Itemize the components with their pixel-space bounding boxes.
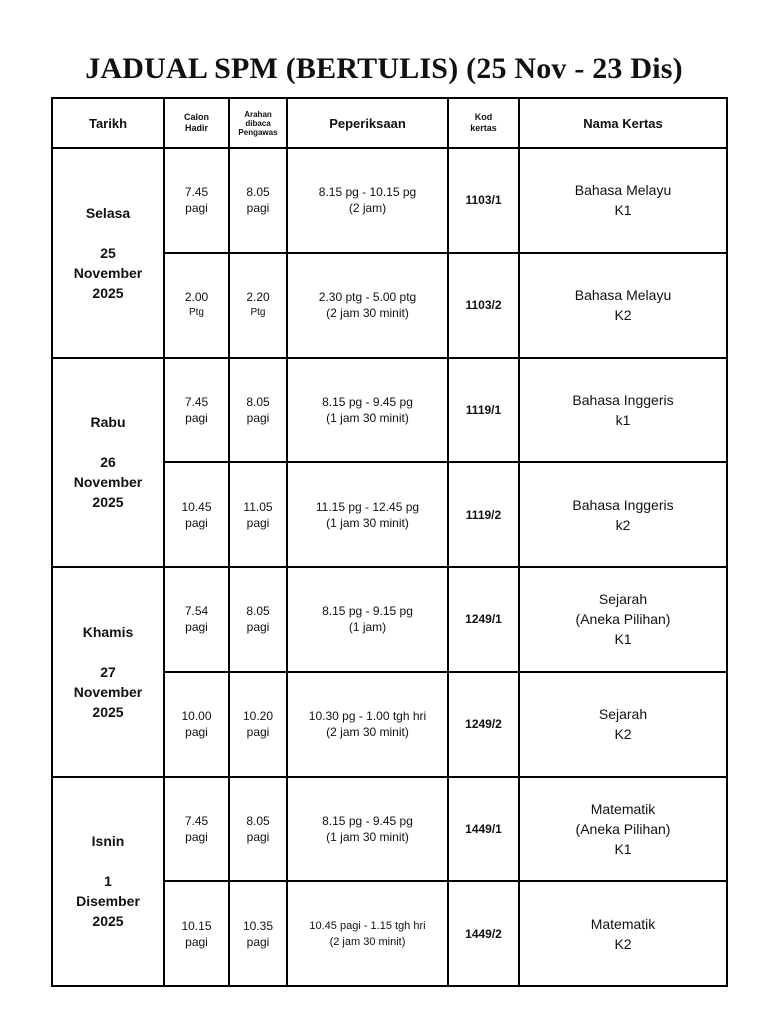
calon-hadir-time: 10.45 [181, 499, 212, 514]
paper-name-line-2: K2 [614, 935, 632, 952]
exam-time: 10.30 pg - 1.00 tgh hri [308, 709, 427, 724]
paper-name-line-3: K1 [614, 631, 632, 648]
calon-hadir-time: 10.00 [181, 709, 212, 724]
arahan-time: 8.05 [246, 185, 270, 200]
header-peperiksaan: Peperiksaan [287, 98, 448, 148]
arahan-period: Ptg [250, 307, 266, 319]
header-calon-hadir-line-2: Hadir [184, 123, 208, 133]
arahan-period: pagi [246, 620, 270, 635]
day-name: Khamis [82, 623, 134, 640]
date-month: Disember [76, 893, 140, 910]
exam-duration: (2 jam 30 minit) [329, 935, 406, 948]
calon-hadir-time: 7.45 [184, 394, 209, 409]
exam-duration: (1 jam 30 minit) [326, 515, 409, 530]
header-arahan-line-1: Arahan [244, 109, 272, 119]
arahan-period: pagi [246, 201, 270, 216]
arahan-time: 8.05 [246, 604, 270, 619]
calon-hadir-cell [164, 462, 229, 567]
date-month: November [73, 683, 143, 700]
header-arahan [229, 98, 287, 148]
exam-time: 10.45 pagi - 1.15 tgh hri [309, 919, 426, 932]
peperiksaan-cell [287, 777, 448, 882]
paper-name-line-1: Bahasa Melayu [574, 287, 672, 304]
exam-time: 8.15 pg - 9.15 pg [322, 604, 413, 619]
calon-hadir-period: pagi [185, 829, 208, 844]
calon-hadir-time: 2.00 [184, 290, 209, 305]
date-month: November [73, 264, 143, 281]
paper-name-line-1: Bahasa Inggeris [572, 391, 674, 408]
schedule-body [52, 148, 727, 986]
kod-kertas-cell: 1449/1 [448, 777, 519, 882]
arahan-cell [229, 672, 287, 777]
paper-name-line-1: Bahasa Melayu [574, 182, 672, 199]
date-day: 1 [104, 873, 112, 890]
date-cell [52, 358, 164, 568]
paper-name-line-1: Sejarah [598, 591, 648, 608]
paper-name-line-1: Bahasa Inggeris [572, 496, 674, 513]
paper-name-line-2: K2 [614, 307, 632, 324]
exam-time: 8.15 pg - 9.45 pg [322, 813, 413, 828]
day-name: Rabu [90, 414, 126, 431]
arahan-cell [229, 881, 287, 986]
calon-hadir-cell [164, 358, 229, 463]
exam-time: 11.15 pg - 12.45 pg [315, 499, 420, 514]
arahan-cell [229, 253, 287, 358]
arahan-period: pagi [246, 934, 270, 949]
page-title: JADUAL SPM (BERTULIS) (25 Nov - 23 Dis) [85, 52, 683, 85]
calon-hadir-cell [164, 567, 229, 672]
date-day: 25 [100, 244, 116, 261]
arahan-time: 8.05 [246, 394, 270, 409]
nama-kertas-cell [519, 358, 727, 463]
calon-hadir-period: pagi [185, 515, 208, 530]
calon-hadir-period: pagi [185, 410, 208, 425]
paper-name-line-2: (Aneka Pilihan) [575, 820, 671, 837]
day-name: Isnin [91, 833, 125, 850]
arahan-cell [229, 777, 287, 882]
calon-hadir-cell [164, 672, 229, 777]
exam-duration: (2 jam 30 minit) [326, 306, 409, 321]
date-cell [52, 567, 164, 777]
nama-kertas-cell [519, 567, 727, 672]
header-calon-hadir-line-1: Calon [183, 112, 209, 122]
table-row [52, 358, 727, 463]
header-kod-line-2: kertas [470, 123, 497, 133]
date-year: 2025 [92, 284, 124, 301]
kod-kertas-cell: 1119/1 [448, 358, 519, 463]
paper-name-line-3: K1 [614, 840, 632, 857]
kod-kertas-cell: 1103/1 [448, 148, 519, 253]
peperiksaan-cell [287, 567, 448, 672]
calon-hadir-period: pagi [185, 620, 208, 635]
date-year: 2025 [92, 913, 124, 930]
exam-time: 2.30 ptg - 5.00 ptg [318, 290, 417, 305]
exam-time: 8.15 pg - 9.45 pg [322, 394, 413, 409]
paper-name-line-2: k2 [615, 516, 631, 533]
exam-duration: (2 jam) [348, 201, 387, 216]
day-name: Selasa [85, 204, 131, 221]
header-kod-line-1: Kod [474, 112, 493, 122]
date-day: 26 [100, 454, 116, 471]
paper-name-line-2: (Aneka Pilihan) [575, 611, 671, 628]
calon-hadir-time: 10.15 [181, 918, 212, 933]
header-calon-hadir [164, 98, 229, 148]
arahan-time: 2.20 [246, 290, 270, 305]
date-cell [52, 777, 164, 987]
header-nama-kertas: Nama Kertas [519, 98, 727, 148]
peperiksaan-cell [287, 672, 448, 777]
paper-name-line-1: Sejarah [598, 706, 648, 723]
calon-hadir-period: pagi [185, 934, 208, 949]
kod-kertas-cell: 1249/2 [448, 672, 519, 777]
date-cell [52, 148, 164, 358]
peperiksaan-cell [287, 148, 448, 253]
exam-duration: (1 jam 30 minit) [326, 829, 409, 844]
exam-duration: (2 jam 30 minit) [326, 725, 409, 740]
kod-kertas-cell: 1103/2 [448, 253, 519, 358]
table-row [52, 567, 727, 672]
exam-schedule-table [51, 97, 728, 987]
arahan-time: 8.05 [246, 813, 270, 828]
exam-duration: (1 jam 30 minit) [326, 410, 409, 425]
header-arahan-line-2: dibaca [245, 118, 271, 128]
peperiksaan-cell [287, 358, 448, 463]
arahan-time: 10.20 [242, 709, 274, 724]
calon-hadir-cell [164, 777, 229, 882]
paper-name-line-1: Matematik [590, 915, 656, 932]
paper-name-line-1: Matematik [590, 800, 656, 817]
paper-name-line-2: k1 [615, 411, 631, 428]
arahan-period: pagi [246, 515, 270, 530]
nama-kertas-cell [519, 253, 727, 358]
date-day: 27 [100, 663, 116, 680]
calon-hadir-cell [164, 148, 229, 253]
nama-kertas-cell [519, 777, 727, 882]
arahan-cell [229, 567, 287, 672]
peperiksaan-cell [287, 462, 448, 567]
header-row [52, 98, 727, 148]
calon-hadir-period: pagi [185, 201, 208, 216]
peperiksaan-cell [287, 881, 448, 986]
paper-name-line-2: K2 [614, 726, 632, 743]
arahan-time: 10.35 [242, 918, 274, 933]
calon-hadir-period: pagi [185, 725, 208, 740]
calon-hadir-cell [164, 881, 229, 986]
nama-kertas-cell [519, 462, 727, 567]
peperiksaan-cell [287, 253, 448, 358]
calon-hadir-time: 7.45 [184, 185, 209, 200]
header-tarikh: Tarikh [52, 98, 164, 148]
arahan-period: pagi [246, 829, 270, 844]
header-arahan-line-3: Pengawas [238, 127, 278, 137]
paper-name-line-2: K1 [614, 202, 632, 219]
calon-hadir-cell [164, 253, 229, 358]
arahan-cell [229, 358, 287, 463]
exam-time: 8.15 pg - 10.15 pg [318, 185, 417, 200]
table-row [52, 777, 727, 882]
calon-hadir-time: 7.54 [184, 604, 209, 619]
exam-duration: (1 jam) [348, 620, 387, 635]
nama-kertas-cell [519, 148, 727, 253]
arahan-period: pagi [246, 725, 270, 740]
date-year: 2025 [92, 703, 124, 720]
date-year: 2025 [92, 494, 124, 511]
nama-kertas-cell [519, 881, 727, 986]
header-kod-kertas [448, 98, 519, 148]
kod-kertas-cell: 1119/2 [448, 462, 519, 567]
nama-kertas-cell [519, 672, 727, 777]
calon-hadir-time: 7.45 [184, 813, 209, 828]
arahan-time: 11.05 [243, 499, 273, 514]
kod-kertas-cell: 1449/2 [448, 881, 519, 986]
calon-hadir-period: Ptg [188, 307, 204, 319]
arahan-period: pagi [246, 410, 270, 425]
arahan-cell [229, 148, 287, 253]
date-month: November [73, 474, 143, 491]
arahan-cell [229, 462, 287, 567]
table-row [52, 148, 727, 253]
kod-kertas-cell: 1249/1 [448, 567, 519, 672]
